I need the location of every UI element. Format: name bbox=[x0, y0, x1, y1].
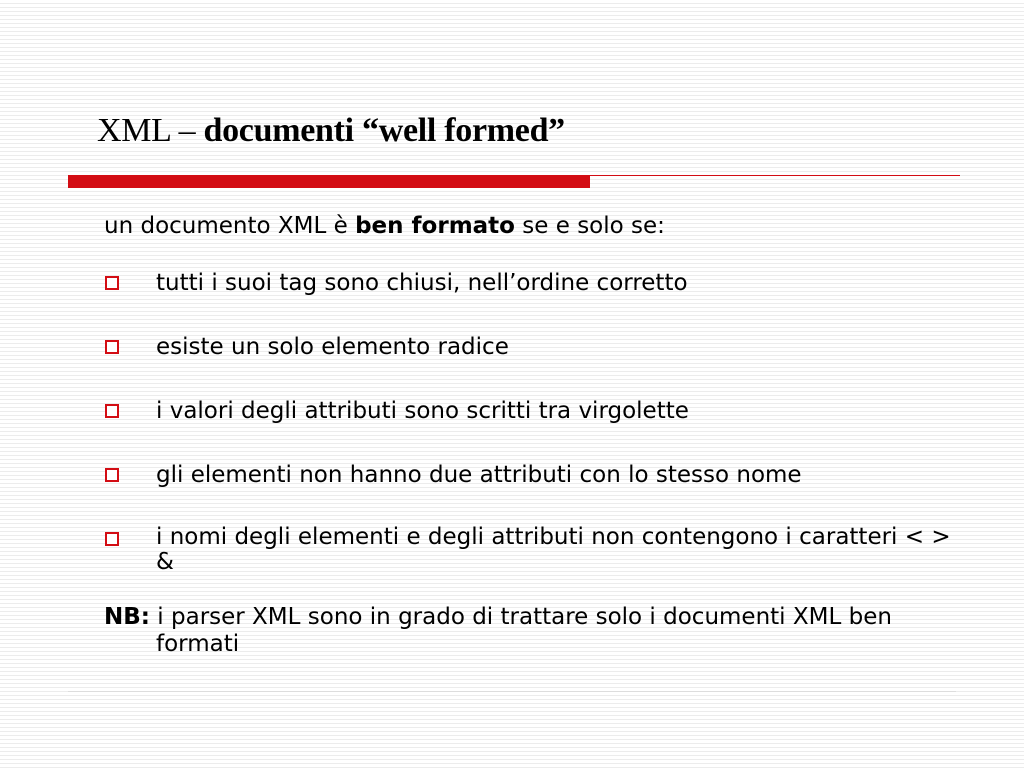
slide-title bbox=[97, 108, 565, 154]
note-paragraph bbox=[104, 604, 964, 658]
hollow-square-icon bbox=[105, 340, 119, 354]
note-text: i parser XML sono in grado di trattare solo i documenti XML ben formati bbox=[149, 604, 892, 657]
intro-end: se e solo se: bbox=[514, 213, 665, 239]
title-prefix: XML – bbox=[97, 112, 204, 149]
hollow-square-icon bbox=[105, 532, 119, 546]
list-item bbox=[104, 461, 964, 489]
rules-list bbox=[104, 269, 964, 575]
title-accent-line bbox=[590, 175, 960, 176]
list-item-text: i valori degli attributi sono scritti tra virgolette bbox=[156, 398, 689, 424]
list-item bbox=[104, 397, 964, 425]
list-item bbox=[104, 525, 964, 575]
title-emphasis: documenti “well formed” bbox=[203, 112, 565, 149]
title-accent-bar bbox=[68, 175, 590, 188]
intro-emphasis: ben formato bbox=[355, 213, 515, 239]
list-item-text: i nomi degli elementi e degli attributi non contengono i caratteri < > & bbox=[156, 524, 951, 575]
intro-start: un documento XML è bbox=[104, 213, 356, 239]
list-item bbox=[104, 269, 964, 297]
list-item-text: esiste un solo elemento radice bbox=[156, 334, 509, 360]
list-item-text: tutti i suoi tag sono chiusi, nell’ordine corretto bbox=[156, 270, 688, 296]
bottom-divider bbox=[68, 691, 956, 692]
intro-sentence bbox=[104, 212, 964, 240]
note-label: NB: bbox=[104, 604, 150, 630]
hollow-square-icon bbox=[105, 404, 119, 418]
hollow-square-icon bbox=[105, 276, 119, 290]
hollow-square-icon bbox=[105, 468, 119, 482]
list-item bbox=[104, 333, 964, 361]
slide-body bbox=[104, 212, 964, 658]
list-item-text: gli elementi non hanno due attributi con lo stesso nome bbox=[156, 462, 802, 488]
